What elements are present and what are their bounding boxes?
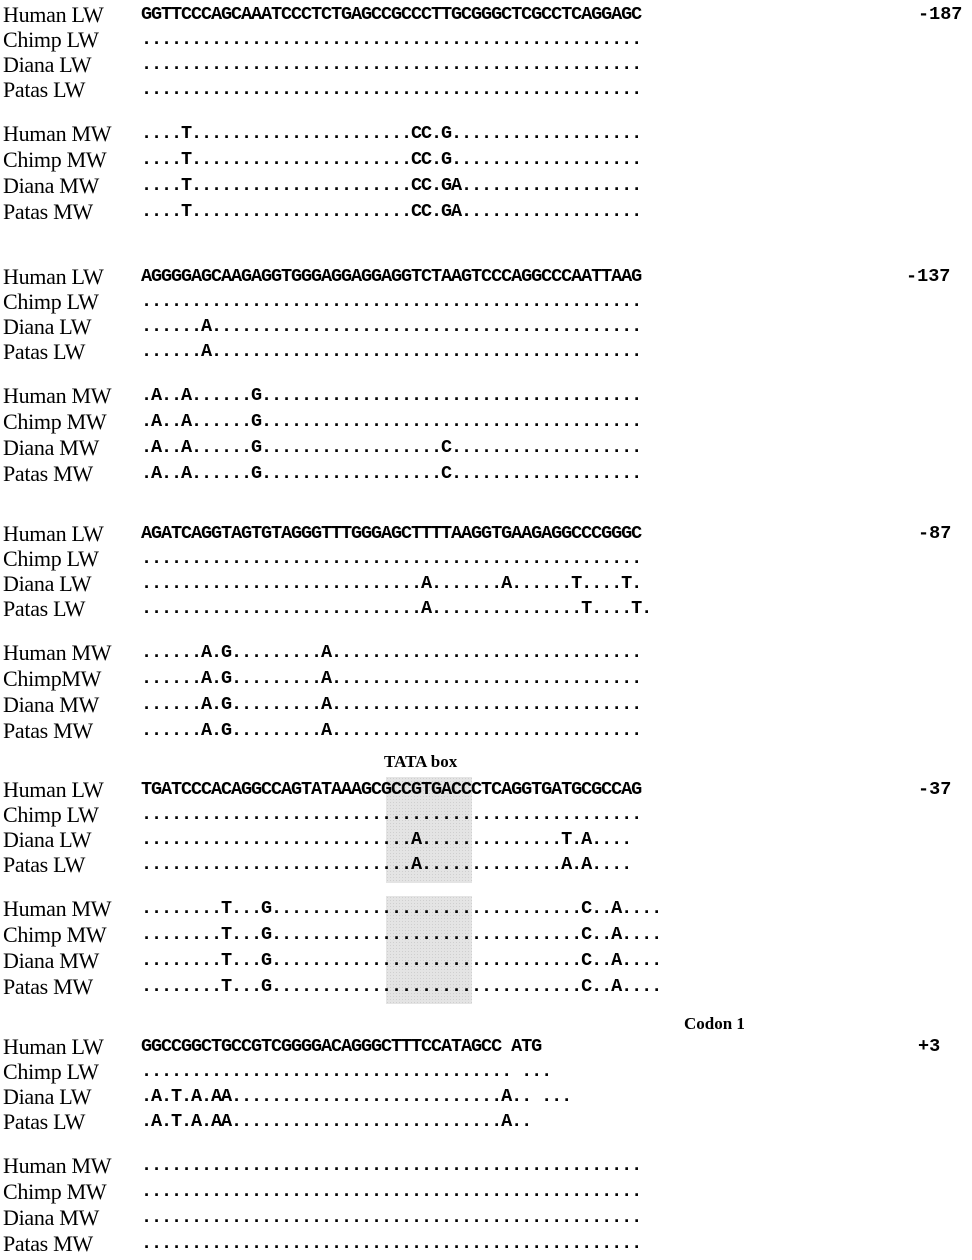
alignment-row (0, 596, 972, 622)
sequence: ....T......................CC.G................... (141, 123, 642, 144)
sequence: .................................................. (141, 1233, 642, 1254)
alignment-row (0, 896, 972, 922)
species-label: Patas MW (3, 718, 93, 743)
species-label: Patas MW (3, 974, 93, 999)
sequence: .................................................. (141, 1155, 642, 1176)
species-label: Chimp LW (3, 1059, 99, 1084)
sequence: .................................................. (141, 79, 642, 100)
alignment-row (0, 852, 972, 878)
alignment-row (0, 948, 972, 974)
species-label: Diana LW (3, 1084, 92, 1109)
species-label: Human MW (3, 383, 112, 408)
species-label: Chimp MW (3, 409, 107, 434)
alignment-row (0, 1205, 972, 1231)
alignment-row (0, 922, 972, 948)
species-label: Patas MW (3, 1231, 93, 1256)
position-number: -187 (918, 4, 963, 25)
species-label: Patas MW (3, 461, 93, 486)
species-label: Human MW (3, 640, 112, 665)
sequence: ....T......................CC.GA.................. (141, 175, 642, 196)
sequence: ...........................A..............T.A.... (141, 829, 632, 850)
species-label: Chimp LW (3, 27, 99, 52)
alignment-row (0, 521, 972, 547)
species-label: Chimp MW (3, 1179, 107, 1204)
position-number: -37 (918, 779, 952, 800)
sequence: .A.T.A.AA...........................A.. ... (141, 1086, 572, 1107)
sequence: ......A........................................... (141, 316, 642, 337)
sequence: ....T......................CC.G................... (141, 149, 642, 170)
alignment-row (0, 1034, 972, 1060)
sequence: .A..A......G...................................... (141, 411, 642, 432)
sequence: ..................................... ... (141, 1061, 552, 1082)
alignment-row (0, 546, 972, 572)
sequence: ............................A...............T....T. (141, 598, 652, 619)
species-label: Chimp LW (3, 546, 99, 571)
sequence: .................................................. (141, 804, 642, 825)
species-label: Chimp LW (3, 289, 99, 314)
alignment-row (0, 640, 972, 666)
species-label: Chimp MW (3, 922, 107, 947)
species-label: Diana LW (3, 314, 92, 339)
species-label: Human LW (3, 264, 104, 289)
alignment-row (0, 173, 972, 199)
sequence: ......A........................................... (141, 341, 642, 362)
sequence: .................................................. (141, 1181, 642, 1202)
alignment-row (0, 435, 972, 461)
sequence: ........T...G...............................C..A.... (141, 924, 662, 945)
sequence: TGATCCCACAGGCCAGTATAAAGCGCCGTGACCCTCAGGTGATGCGCCAG (141, 779, 642, 800)
species-label: Human LW (3, 777, 104, 802)
sequence: ......A.G.........A............................... (141, 668, 642, 689)
species-label: Human LW (3, 2, 104, 27)
alignment-row (0, 121, 972, 147)
alignment-row (0, 264, 972, 290)
sequence: ........T...G...............................C..A.... (141, 898, 662, 919)
species-label: Human MW (3, 896, 112, 921)
species-label: Patas LW (3, 339, 86, 364)
species-label: Patas LW (3, 77, 86, 102)
sequence: AGATCAGGTAGTGTAGGGTTTGGGAGCTTTTAAGGTGAAGAGGCCCGGGC (141, 523, 642, 544)
sequence: .A..A......G..................C................... (141, 463, 642, 484)
species-label: Diana MW (3, 948, 99, 973)
species-label: Diana MW (3, 692, 99, 717)
species-label: Diana LW (3, 827, 92, 852)
alignment-row (0, 409, 972, 435)
alignment-row (0, 777, 972, 803)
species-label: Chimp LW (3, 802, 99, 827)
alignment-row (0, 52, 972, 78)
species-label: Patas LW (3, 1109, 86, 1134)
alignment-row (0, 827, 972, 853)
species-label: ChimpMW (3, 666, 102, 691)
codon-1-label: Codon 1 (684, 1014, 745, 1033)
sequence: ....T......................CC.GA.................. (141, 201, 642, 222)
sequence: .................................................. (141, 548, 642, 569)
alignment-row (0, 571, 972, 597)
sequence: GGTTCCCAGCAAATCCCTCTGAGCCGCCCTTGCGGGCTCGCCTCAGGAGC (141, 4, 642, 25)
alignment-row (0, 974, 972, 1000)
species-label: Diana MW (3, 435, 99, 460)
sequence: ......A.G.........A............................... (141, 694, 642, 715)
alignment-row (0, 718, 972, 744)
alignment-row (0, 289, 972, 315)
alignment-row (0, 27, 972, 53)
sequence: ........T...G...............................C..A.... (141, 950, 662, 971)
position-number: -87 (918, 523, 952, 544)
sequence: ...........................A..............A.A.... (141, 854, 632, 875)
sequence: .A..A......G...................................... (141, 385, 642, 406)
alignment-row (0, 461, 972, 487)
sequence: .................................................. (141, 54, 642, 75)
alignment-row (0, 314, 972, 340)
species-label: Human MW (3, 121, 112, 146)
sequence: AGGGGAGCAAGAGGTGGGAGGAGGAGGTCTAAGTCCCAGGCCCAATTAAG (141, 266, 642, 287)
sequence: ......A.G.........A............................... (141, 642, 642, 663)
alignment-row (0, 666, 972, 692)
alignment-row (0, 1179, 972, 1205)
alignment-row (0, 77, 972, 103)
sequence: .................................................. (141, 291, 642, 312)
species-label: Human LW (3, 521, 104, 546)
alignment-row (0, 383, 972, 409)
tata-box-label: TATA box (384, 752, 458, 771)
alignment-row (0, 1059, 972, 1085)
species-label: Chimp MW (3, 147, 107, 172)
species-label: Patas LW (3, 596, 86, 621)
sequence: .A.T.A.AA...........................A.. (141, 1111, 532, 1132)
alignment-row (0, 692, 972, 718)
sequence: ......A.G.........A............................... (141, 720, 642, 741)
alignment-row (0, 1109, 972, 1135)
alignment-row (0, 802, 972, 828)
sequence: ............................A.......A......T....T. (141, 573, 642, 594)
sequence: .A..A......G..................C................... (141, 437, 642, 458)
species-label: Diana LW (3, 571, 92, 596)
species-label: Diana MW (3, 1205, 99, 1230)
species-label: Human MW (3, 1153, 112, 1178)
alignment-row (0, 1153, 972, 1179)
species-label: Diana LW (3, 52, 92, 77)
sequence: .................................................. (141, 1207, 642, 1228)
alignment-row (0, 339, 972, 365)
species-label: Diana MW (3, 173, 99, 198)
position-number: +3 (918, 1036, 941, 1057)
alignment-row (0, 199, 972, 225)
sequence: GGCCGGCTGCCGTCGGGGACAGGGCTTTCCATAGCC ATG (141, 1036, 542, 1057)
sequence: .................................................. (141, 29, 642, 50)
alignment-row (0, 2, 972, 28)
position-number: -137 (906, 266, 951, 287)
alignment-row (0, 1231, 972, 1257)
alignment-row (0, 147, 972, 173)
species-label: Patas LW (3, 852, 86, 877)
species-label: Patas MW (3, 199, 93, 224)
species-label: Human LW (3, 1034, 104, 1059)
alignment-row (0, 1084, 972, 1110)
sequence: ........T...G...............................C..A.... (141, 976, 662, 997)
